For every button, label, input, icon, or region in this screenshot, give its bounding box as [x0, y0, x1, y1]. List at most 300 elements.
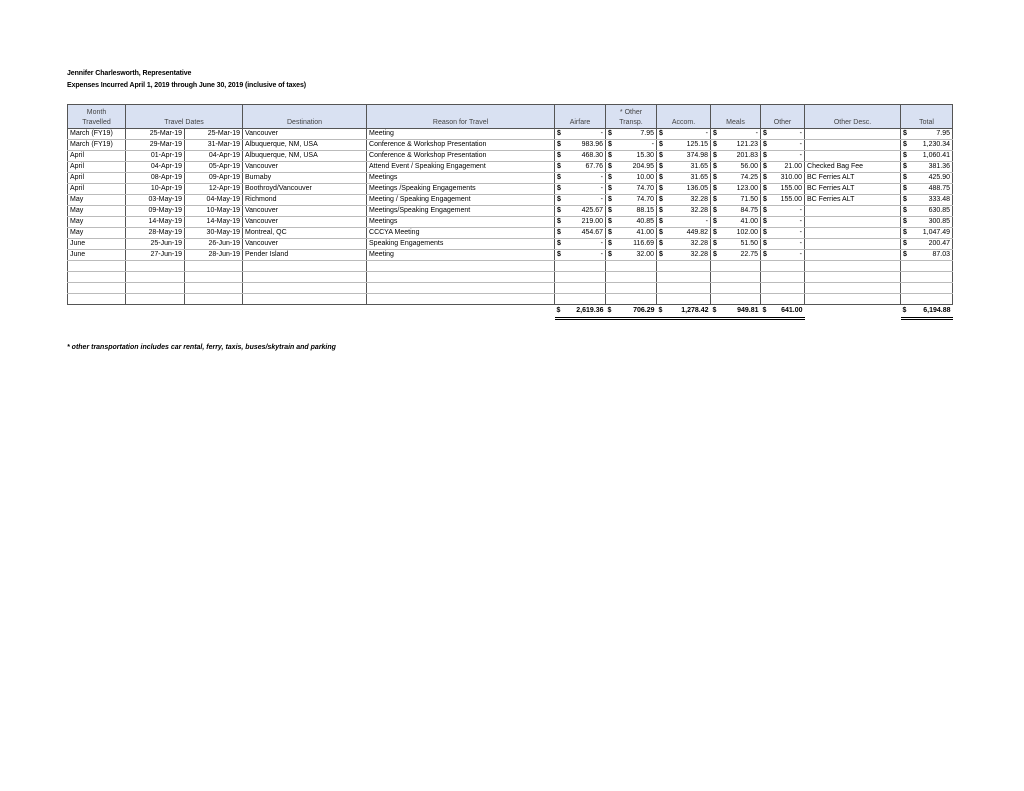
cell-end-date: 04-May-19 [185, 195, 243, 206]
cell-total-value: 333.48 [928, 196, 951, 203]
total-meals-value: 949.81 [737, 307, 759, 314]
col-header-reason: Reason for Travel [367, 105, 555, 129]
cell-accom-value: 32.28 [690, 196, 709, 203]
cell-other-desc [805, 206, 901, 217]
cell-other-transp-value: 32.00 [636, 251, 655, 258]
currency-symbol: $ [713, 251, 717, 258]
cell-start-date: 04-Apr-19 [126, 162, 185, 173]
blank-cell [68, 261, 126, 272]
cell-total [901, 140, 953, 151]
blank-cell [657, 283, 711, 294]
cell-accom [657, 151, 711, 162]
cell-airfare-value: - [600, 130, 604, 137]
grand-total [901, 305, 953, 319]
blank-cell [68, 283, 126, 294]
cell-other [761, 129, 805, 140]
cell-total-value: 630.85 [928, 207, 951, 214]
blank-cell [901, 261, 953, 272]
col-header-travel-dates: Travel Dates [126, 105, 243, 129]
cell-start-date: 10-Apr-19 [126, 184, 185, 195]
table-header-row [68, 105, 953, 129]
currency-symbol: $ [903, 141, 907, 148]
currency-symbol: $ [608, 163, 612, 170]
currency-symbol: $ [763, 196, 767, 203]
currency-symbol: $ [608, 240, 612, 247]
cell-accom-value: 31.65 [690, 163, 709, 170]
currency-symbol: $ [903, 196, 907, 203]
currency-symbol: $ [713, 174, 717, 181]
cell-accom [657, 195, 711, 206]
cell-total [901, 228, 953, 239]
blank-cell [606, 283, 657, 294]
cell-month: June [68, 250, 126, 261]
cell-other-desc: BC Ferries ALT [805, 173, 901, 184]
currency-symbol: $ [557, 240, 561, 247]
cell-airfare-value: 67.76 [585, 163, 604, 170]
currency-symbol: $ [557, 174, 561, 181]
currency-symbol: $ [659, 141, 663, 148]
cell-destination: Vancouver [243, 239, 367, 250]
currency-symbol: $ [713, 130, 717, 137]
cell-total-value: 425.90 [928, 174, 951, 181]
cell-reason: Meetings [367, 173, 555, 184]
cell-other-transp-value: 74.70 [636, 196, 655, 203]
blank-cell [805, 283, 901, 294]
blank-cell [901, 272, 953, 283]
cell-accom-value: 32.28 [690, 207, 709, 214]
currency-symbol: $ [713, 218, 717, 225]
blank-cell [711, 283, 761, 294]
cell-end-date: 10-May-19 [185, 206, 243, 217]
cell-accom [657, 206, 711, 217]
blank-cell [367, 294, 555, 305]
currency-symbol: $ [658, 307, 663, 314]
cell-end-date: 30-May-19 [185, 228, 243, 239]
cell-airfare-value: 219.00 [581, 218, 604, 225]
cell-total-value: 1,230.34 [922, 141, 951, 148]
cell-airfare-value: 454.67 [581, 229, 604, 236]
cell-other-desc [805, 239, 901, 250]
currency-symbol: $ [762, 307, 767, 314]
cell-other-desc: Checked Bag Fee [805, 162, 901, 173]
currency-symbol: $ [557, 207, 561, 214]
cell-end-date: 04-Apr-19 [185, 151, 243, 162]
currency-symbol: $ [763, 229, 767, 236]
blank-cell [185, 261, 243, 272]
cell-total [901, 250, 953, 261]
cell-meals-value: 123.00 [736, 185, 759, 192]
report-name-line: Jennifer Charlesworth, Representative [67, 70, 192, 77]
blank-cell [555, 272, 606, 283]
cell-destination: Montreal, QC [243, 228, 367, 239]
cell-accom [657, 184, 711, 195]
table-row [68, 228, 953, 239]
cell-other [761, 173, 805, 184]
cell-month: April [68, 151, 126, 162]
blank-cell [243, 283, 367, 294]
cell-meals-value: 84.75 [740, 207, 759, 214]
cell-month: June [68, 239, 126, 250]
cell-other [761, 239, 805, 250]
col-header-meals: Meals [711, 105, 761, 129]
cell-meals-value: 102.00 [736, 229, 759, 236]
cell-other-transp [606, 228, 657, 239]
currency-symbol: $ [608, 185, 612, 192]
cell-meals [711, 184, 761, 195]
cell-other-value: - [799, 141, 803, 148]
cell-reason: Meetings/Speaking Engagement [367, 206, 555, 217]
table-row [68, 206, 953, 217]
blank-cell [761, 261, 805, 272]
cell-other-transp-value: 7.95 [640, 130, 655, 137]
currency-symbol: $ [713, 185, 717, 192]
currency-symbol: $ [608, 141, 612, 148]
currency-symbol: $ [659, 240, 663, 247]
cell-other [761, 140, 805, 151]
cell-other [761, 195, 805, 206]
currency-symbol: $ [659, 218, 663, 225]
cell-reason: Meetings /Speaking Engagements [367, 184, 555, 195]
total-airfare [555, 305, 606, 319]
cell-accom-value: 136.05 [686, 185, 709, 192]
currency-symbol: $ [713, 141, 717, 148]
table-row [68, 184, 953, 195]
table-row [68, 129, 953, 140]
total-other-transp [606, 305, 657, 319]
cell-reason: Meetings [367, 217, 555, 228]
col-header-other-transp: * Other Transp. [606, 105, 657, 129]
blank-cell [761, 283, 805, 294]
cell-other-value: - [799, 240, 803, 247]
cell-destination: Vancouver [243, 162, 367, 173]
cell-month: March (FY19) [68, 140, 126, 151]
cell-meals-value: 201.83 [736, 152, 759, 159]
cell-total [901, 151, 953, 162]
blank-cell [805, 272, 901, 283]
cell-end-date: 14-May-19 [185, 217, 243, 228]
cell-start-date: 28-May-19 [126, 228, 185, 239]
cell-total [901, 184, 953, 195]
table-row [68, 162, 953, 173]
col-header-accom: Accom. [657, 105, 711, 129]
cell-meals-value: 121.23 [736, 141, 759, 148]
cell-other-transp-value: 41.00 [636, 229, 655, 236]
col-header-other: Other [761, 105, 805, 129]
currency-symbol: $ [659, 207, 663, 214]
blank-cell [185, 283, 243, 294]
blank-cell [243, 294, 367, 305]
cell-accom [657, 228, 711, 239]
cell-month: May [68, 217, 126, 228]
currency-symbol: $ [712, 307, 717, 314]
blank-cell [761, 294, 805, 305]
cell-total-value: 87.03 [932, 251, 951, 258]
blank-cell [657, 294, 711, 305]
cell-start-date: 25-Mar-19 [126, 129, 185, 140]
cell-destination: Richmond [243, 195, 367, 206]
cell-total [901, 239, 953, 250]
currency-symbol: $ [557, 130, 561, 137]
blank-cell [367, 272, 555, 283]
blank-row [68, 272, 953, 283]
cell-other [761, 206, 805, 217]
cell-destination: Albuquerque, NM, USA [243, 151, 367, 162]
cell-meals-value: 22.75 [740, 251, 759, 258]
cell-other-transp [606, 250, 657, 261]
cell-airfare [555, 195, 606, 206]
currency-symbol: $ [903, 240, 907, 247]
blank-cell [805, 294, 901, 305]
cell-accom-value: 31.65 [690, 174, 709, 181]
cell-other-transp [606, 217, 657, 228]
cell-month: May [68, 228, 126, 239]
table-row [68, 195, 953, 206]
total-accom [657, 305, 711, 319]
cell-start-date: 29-Mar-19 [126, 140, 185, 151]
table-row [68, 239, 953, 250]
cell-total [901, 162, 953, 173]
cell-airfare [555, 250, 606, 261]
blank-cell [126, 294, 185, 305]
cell-reason: Meeting / Speaking Engagement [367, 195, 555, 206]
currency-symbol: $ [713, 229, 717, 236]
cell-start-date: 08-Apr-19 [126, 173, 185, 184]
currency-symbol: $ [608, 196, 612, 203]
cell-end-date: 31-Mar-19 [185, 140, 243, 151]
cell-other-value: 310.00 [780, 174, 803, 181]
table-row [68, 173, 953, 184]
cell-accom [657, 140, 711, 151]
cell-airfare [555, 184, 606, 195]
cell-accom [657, 173, 711, 184]
currency-symbol: $ [659, 174, 663, 181]
col-header-destination: Destination [243, 105, 367, 129]
currency-symbol: $ [608, 130, 612, 137]
blank-cell [68, 294, 126, 305]
cell-accom-value: 32.28 [690, 240, 709, 247]
cell-other-desc [805, 140, 901, 151]
cell-other-desc: BC Ferries ALT [805, 184, 901, 195]
cell-other-desc [805, 250, 901, 261]
currency-symbol: $ [763, 163, 767, 170]
cell-start-date: 27-Jun-19 [126, 250, 185, 261]
currency-symbol: $ [763, 240, 767, 247]
cell-other-desc: BC Ferries ALT [805, 195, 901, 206]
cell-accom-value: 374.98 [686, 152, 709, 159]
blank-cell [367, 283, 555, 294]
blank-cell [711, 294, 761, 305]
blank-cell [126, 261, 185, 272]
cell-airfare-value: - [600, 196, 604, 203]
currency-symbol: $ [557, 196, 561, 203]
cell-other-transp-value: 204.95 [632, 163, 655, 170]
cell-other-transp-value: - [651, 141, 655, 148]
cell-accom-value: 125.15 [686, 141, 709, 148]
currency-symbol: $ [659, 185, 663, 192]
cell-meals [711, 195, 761, 206]
cell-meals-value: 56.00 [740, 163, 759, 170]
cell-airfare-value: - [600, 251, 604, 258]
cell-other-transp [606, 173, 657, 184]
blank-cell [555, 261, 606, 272]
currency-symbol: $ [557, 185, 561, 192]
table-row [68, 140, 953, 151]
cell-airfare-value: 468.30 [581, 152, 604, 159]
cell-reason: Meeting [367, 129, 555, 140]
cell-meals-value: 71.50 [740, 196, 759, 203]
cell-total-value: 1,060.41 [922, 152, 951, 159]
cell-other [761, 217, 805, 228]
total-meals [711, 305, 761, 319]
cell-start-date: 09-May-19 [126, 206, 185, 217]
footnote: * other transportation includes car rental, ferry, taxis, buses/skytrain and parking [67, 344, 336, 351]
blank-cell [901, 294, 953, 305]
cell-airfare [555, 239, 606, 250]
currency-symbol: $ [713, 240, 717, 247]
currency-symbol: $ [659, 251, 663, 258]
cell-total [901, 195, 953, 206]
blank-cell [761, 272, 805, 283]
blank-cell [126, 272, 185, 283]
cell-airfare-value: - [600, 174, 604, 181]
cell-accom [657, 162, 711, 173]
cell-month: April [68, 184, 126, 195]
blank-cell [555, 283, 606, 294]
table-row [68, 250, 953, 261]
cell-end-date: 25-Mar-19 [185, 129, 243, 140]
blank-cell [243, 261, 367, 272]
cell-destination: Boothroyd/Vancouver [243, 184, 367, 195]
cell-other [761, 228, 805, 239]
cell-airfare [555, 228, 606, 239]
totals-row [68, 305, 953, 319]
expense-table [67, 104, 953, 320]
currency-symbol: $ [903, 130, 907, 137]
cell-other [761, 151, 805, 162]
cell-accom [657, 250, 711, 261]
cell-meals [711, 217, 761, 228]
cell-airfare-value: 983.96 [581, 141, 604, 148]
cell-meals-value: - [755, 130, 759, 137]
cell-meals [711, 250, 761, 261]
cell-meals-value: 74.25 [740, 174, 759, 181]
blank-cell [185, 272, 243, 283]
cell-other-transp [606, 151, 657, 162]
cell-total-value: 1,047.49 [922, 229, 951, 236]
currency-symbol: $ [608, 174, 612, 181]
col-header-other-desc: Other Desc. [805, 105, 901, 129]
cell-reason: CCCYA Meeting [367, 228, 555, 239]
cell-other [761, 184, 805, 195]
cell-reason: Conference & Workshop Presentation [367, 151, 555, 162]
cell-month: April [68, 162, 126, 173]
currency-symbol: $ [557, 218, 561, 225]
currency-symbol: $ [557, 251, 561, 258]
currency-symbol: $ [608, 251, 612, 258]
cell-accom-value: 32.28 [690, 251, 709, 258]
cell-total-value: 488.75 [928, 185, 951, 192]
currency-symbol: $ [763, 152, 767, 159]
currency-symbol: $ [903, 152, 907, 159]
currency-symbol: $ [713, 207, 717, 214]
currency-symbol: $ [903, 185, 907, 192]
currency-symbol: $ [659, 163, 663, 170]
cell-other-transp [606, 140, 657, 151]
cell-airfare [555, 151, 606, 162]
cell-other-value: 155.00 [780, 196, 803, 203]
cell-other-transp-value: 88.15 [636, 207, 655, 214]
cell-accom [657, 239, 711, 250]
cell-other-transp [606, 206, 657, 217]
cell-total [901, 129, 953, 140]
cell-end-date: 09-Apr-19 [185, 173, 243, 184]
currency-symbol: $ [763, 141, 767, 148]
blank-cell [126, 283, 185, 294]
currency-symbol: $ [557, 229, 561, 236]
report-period-line: Expenses Incurred April 1, 2019 through June 30, 2019 (inclusive of taxes) [67, 82, 306, 89]
currency-symbol: $ [659, 130, 663, 137]
total-other-value: 641.00 [781, 307, 803, 314]
cell-meals [711, 239, 761, 250]
cell-meals [711, 228, 761, 239]
currency-symbol: $ [902, 307, 907, 314]
currency-symbol: $ [608, 218, 612, 225]
currency-symbol: $ [903, 207, 907, 214]
cell-destination: Albuquerque, NM, USA [243, 140, 367, 151]
cell-total [901, 173, 953, 184]
cell-other-value: - [799, 152, 803, 159]
total-accom-value: 1,278.42 [681, 307, 709, 314]
currency-symbol: $ [903, 218, 907, 225]
cell-start-date: 03-May-19 [126, 195, 185, 206]
cell-end-date: 28-Jun-19 [185, 250, 243, 261]
currency-symbol: $ [608, 152, 612, 159]
total-other [761, 305, 805, 319]
cell-airfare [555, 140, 606, 151]
cell-other-transp [606, 239, 657, 250]
cell-accom [657, 217, 711, 228]
cell-meals [711, 173, 761, 184]
cell-airfare [555, 217, 606, 228]
cell-month: May [68, 195, 126, 206]
totals-spacer [805, 305, 901, 319]
blank-row [68, 294, 953, 305]
cell-destination: Vancouver [243, 129, 367, 140]
cell-accom-value: 449.82 [686, 229, 709, 236]
currency-symbol: $ [557, 163, 561, 170]
cell-other-transp-value: 10.00 [636, 174, 655, 181]
cell-total [901, 217, 953, 228]
cell-reason: Speaking Engagements [367, 239, 555, 250]
currency-symbol: $ [763, 130, 767, 137]
totals-spacer [68, 305, 555, 319]
col-header-month: Month Travelled [68, 105, 126, 129]
cell-airfare [555, 173, 606, 184]
cell-destination: Vancouver [243, 206, 367, 217]
cell-other-transp-value: 40.85 [636, 218, 655, 225]
cell-total-value: 381.36 [928, 163, 951, 170]
cell-meals [711, 129, 761, 140]
blank-cell [901, 283, 953, 294]
table-row [68, 151, 953, 162]
cell-meals [711, 206, 761, 217]
cell-end-date: 12-Apr-19 [185, 184, 243, 195]
blank-cell [711, 261, 761, 272]
cell-other-transp [606, 162, 657, 173]
cell-start-date: 01-Apr-19 [126, 151, 185, 162]
cell-other-transp [606, 184, 657, 195]
blank-cell [606, 272, 657, 283]
